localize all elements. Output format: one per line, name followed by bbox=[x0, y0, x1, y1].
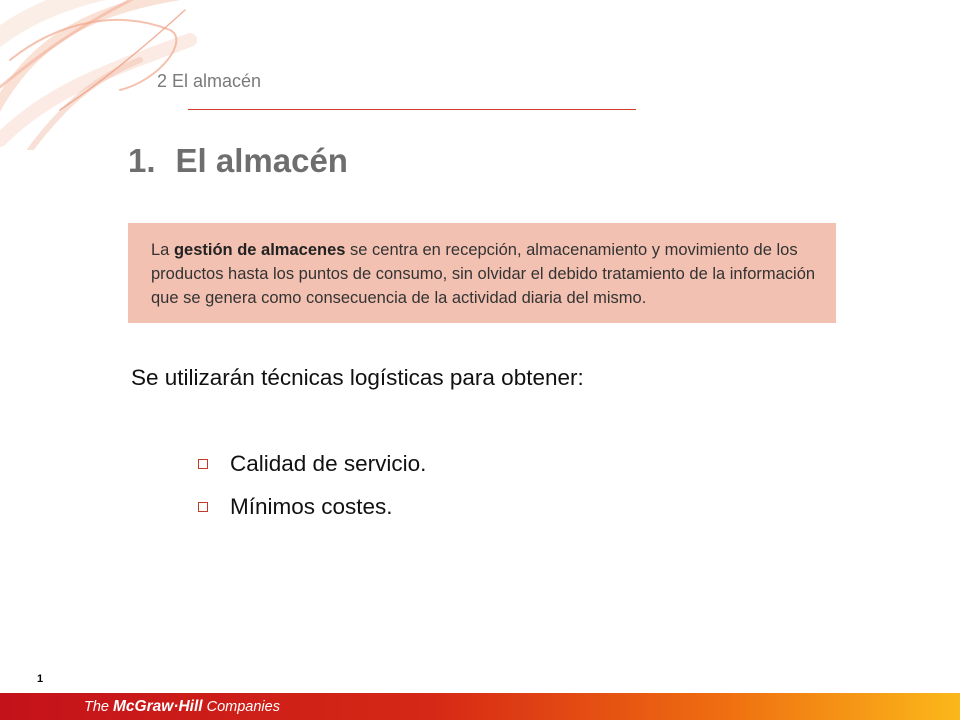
definition-text-rest: se centra en recepción, almacenamiento y movimiento de los productos hasta los puntos de consumo, sin olvidar el debido tratamiento de la información que se genera como consecuencia de la actividad diaria del mismo. bbox=[151, 241, 816, 307]
bullet-item bbox=[198, 451, 426, 477]
definition-text-start: La bbox=[151, 241, 174, 259]
slide-title bbox=[128, 142, 348, 180]
page-number: 1 bbox=[37, 673, 44, 685]
chapter-heading: 2 El almacén bbox=[157, 71, 262, 91]
square-bullet-icon bbox=[198, 459, 208, 469]
publisher-logo bbox=[84, 698, 280, 716]
square-bullet-icon bbox=[198, 502, 208, 512]
logo-main: McGraw·Hill bbox=[113, 698, 203, 715]
definition-term: gestión de almacenes bbox=[173, 241, 346, 259]
bullet-text: Mínimos costes. bbox=[230, 494, 393, 519]
definition-box bbox=[128, 223, 836, 323]
bullet-text: Calidad de servicio. bbox=[230, 451, 427, 476]
intro-text: Se utilizarán técnicas logísticas para obtener: bbox=[131, 365, 584, 390]
slide-title-number: 1. bbox=[128, 142, 156, 179]
logo-prefix: The bbox=[84, 699, 114, 715]
slide-title-text: El almacén bbox=[175, 142, 348, 179]
bullet-item bbox=[198, 494, 393, 520]
footer-bar bbox=[0, 693, 960, 720]
logo-suffix: Companies bbox=[202, 699, 280, 715]
header-divider bbox=[188, 109, 636, 110]
